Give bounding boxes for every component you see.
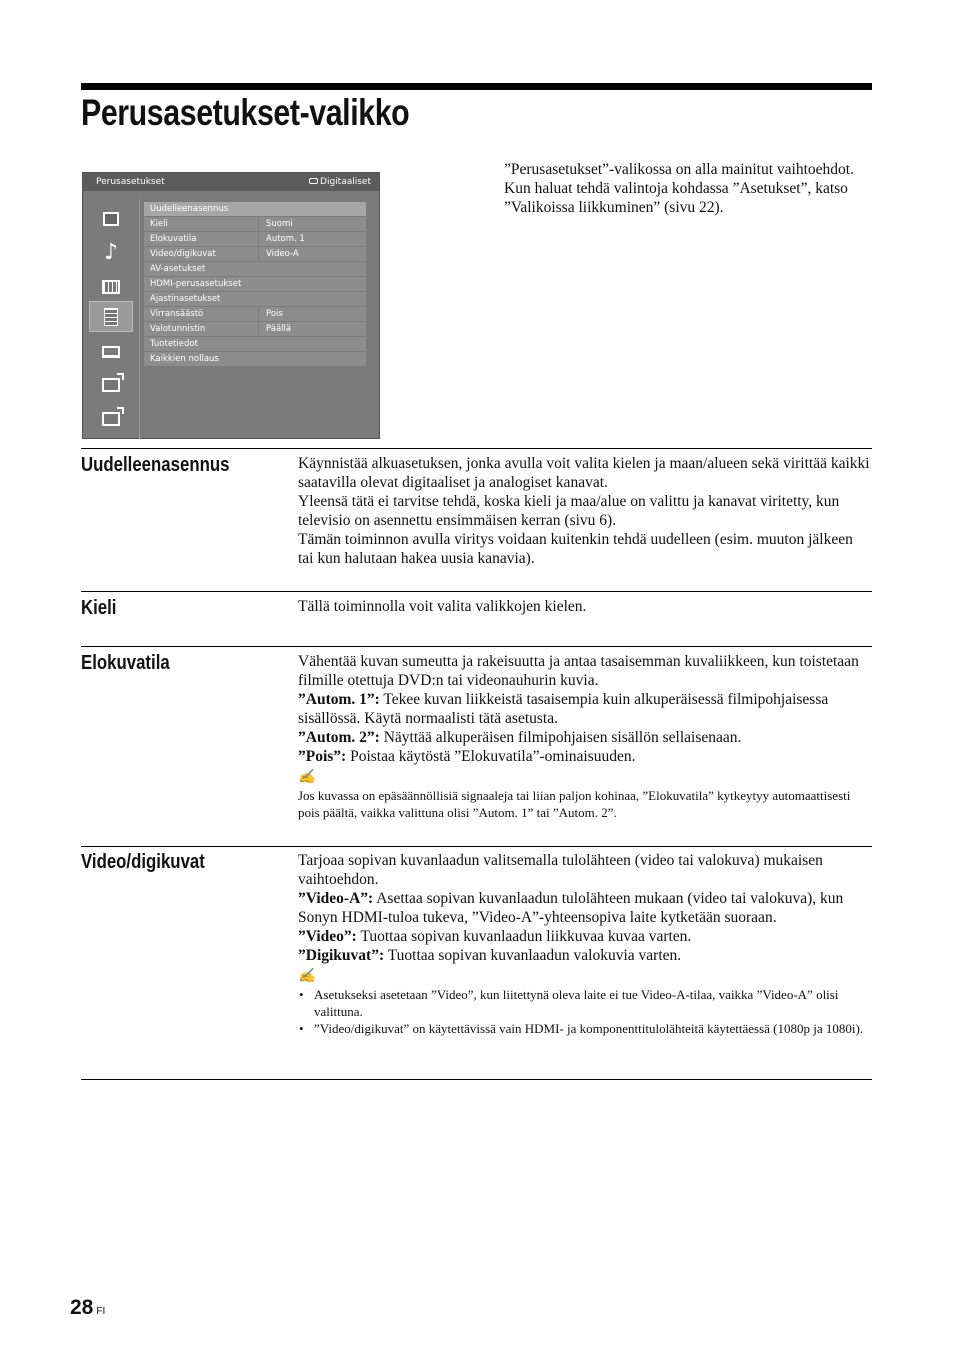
- menu-item-label: Ajastinasetukset: [144, 292, 366, 307]
- menu-item[interactable]: [144, 232, 366, 247]
- option-photo: [298, 946, 872, 965]
- menu-item-value: Suomi: [259, 217, 366, 232]
- menu-item[interactable]: [144, 292, 366, 307]
- digital-channel-icon[interactable]: [89, 403, 133, 434]
- menu-header-source-label: Digitaaliset: [320, 177, 371, 187]
- section-divider: [81, 846, 872, 847]
- section-divider: [81, 448, 872, 449]
- menu-item[interactable]: [144, 337, 366, 352]
- picture-icon[interactable]: [89, 203, 133, 234]
- section-divider: [81, 1079, 872, 1080]
- option-text: Tuottaa sopivan kuvanlaadun liikkuvaa kuvaa varten.: [356, 928, 692, 945]
- menu-item-label: Kieli: [144, 217, 258, 232]
- page-number: [70, 1296, 105, 1320]
- menu-item[interactable]: [144, 352, 366, 367]
- page-title: Perusasetukset-valikko: [81, 92, 410, 133]
- sound-icon[interactable]: ♪: [103, 239, 119, 265]
- paragraph: Tämän toiminnon avulla viritys voidaan kuitenkin tehdä uudelleen (esim. muuton jälkeen tai kun halutaan hakea uusia kanavia).: [298, 531, 853, 567]
- menu-header-title: Perusasetukset: [96, 177, 165, 187]
- page-number-value: 28: [70, 1296, 94, 1319]
- menu-item-label: Uudelleenasennus: [144, 202, 366, 217]
- paragraph: Vähentää kuvan sumeutta ja rakeisuutta ja antaa tasaisemman kuvaliikkeen, kun toistetaan filmille otettuja DVD:n tai videonauhurin kuvia.: [298, 653, 859, 689]
- menu-item-value: Autom. 1: [259, 232, 366, 247]
- section-title-cinemotion: Elokuvatila: [81, 652, 170, 674]
- section-body-video-photo: [298, 851, 872, 1037]
- title-rule: [81, 83, 872, 90]
- option-text: Tuottaa sopivan kuvanlaadun valokuvia varten.: [384, 947, 682, 964]
- menu-item[interactable]: [144, 247, 366, 262]
- option-label: ”Pois”:: [298, 748, 347, 765]
- note-list: [298, 986, 872, 1037]
- menu-item[interactable]: [144, 202, 366, 217]
- menu-item-value: Päällä: [259, 322, 366, 337]
- menu-list: [144, 202, 366, 367]
- menu-item-label: Valotunnistin: [144, 322, 258, 337]
- option-video: [298, 927, 872, 946]
- menu-item-label: Tuotetiedot: [144, 337, 366, 352]
- paragraph: Tällä toiminnolla voit valita valikkojen kielen.: [298, 598, 587, 615]
- option-label: ”Video”:: [298, 928, 357, 945]
- section-body-cinemotion: [298, 652, 872, 821]
- section-title-language: Kieli: [81, 597, 117, 619]
- section-divider: [81, 591, 872, 592]
- paragraph: Käynnistää alkuasetuksen, jonka avulla voit valita kielen ja maan/alueen sekä virittää kaikki saatavilla olevat digitaaliset ja analogiset kanavat.: [298, 455, 870, 491]
- menu-item-label: Virransäästö: [144, 307, 258, 322]
- option-text: Näyttää alkuperäisen filmipohjaisen sisällön sellaisenaan.: [379, 729, 742, 746]
- note-pencil-icon: ✍: [298, 969, 316, 984]
- pc-icon[interactable]: [89, 336, 133, 367]
- section-divider: [81, 646, 872, 647]
- menu-item[interactable]: [144, 262, 366, 277]
- setup-icon[interactable]: [89, 301, 133, 332]
- paragraph: Tarjoaa sopivan kuvanlaadun valitsemalla tulolähteen (video tai valokuva) mukaisen vaihtoehdon.: [298, 852, 823, 888]
- menu-item-value: Video-A: [259, 247, 366, 262]
- option-auto2: [298, 728, 872, 747]
- menu-screenshot: [82, 172, 380, 439]
- option-text: Tekee kuvan liikkeistä tasaisempia kuin alkuperäisessä filmipohjaisessa sisällössä. Käytä normaalisti tätä asetusta.: [298, 691, 829, 727]
- menu-item[interactable]: [144, 307, 366, 322]
- menu-header-source: [309, 177, 371, 187]
- analog-channel-icon[interactable]: [89, 369, 133, 400]
- option-video-a: [298, 889, 872, 927]
- menu-item-value: Pois: [259, 307, 366, 322]
- note-bullet: • Asetukseksi asetetaan ”Video”, kun liitettynä oleva laite ei tue Video-A-tilaa, vaikka ”Video-A” olisi valittuna.: [298, 986, 872, 1020]
- digital-source-icon: [309, 178, 318, 184]
- menu-header: [83, 173, 379, 191]
- menu-item[interactable]: [144, 217, 366, 232]
- option-off: [298, 747, 872, 766]
- menu-item[interactable]: [144, 277, 366, 292]
- menu-item-label: Elokuvatila: [144, 232, 258, 247]
- note-bullet: • ”Video/digikuvat” on käytettävissä vain HDMI- ja komponenttitulolähteitä käytettäessä (1080p ja 1080i).: [298, 1020, 872, 1037]
- option-label: ”Autom. 2”:: [298, 729, 380, 746]
- section-title-video-photo: Video/digikuvat: [81, 851, 205, 873]
- menu-divider: [139, 199, 140, 439]
- paragraph: Yleensä tätä ei tarvitse tehdä, koska kieli ja maa/alue on valittu ja kanavat viritetty, kun televisio on asennettu ensimmäisen kerran (sivu 6).: [298, 493, 840, 529]
- menu-item-label: Video/digikuvat: [144, 247, 258, 262]
- page-language: FI: [96, 1306, 106, 1317]
- menu-item-label: Kaikkien nollaus: [144, 352, 366, 367]
- note-pencil-icon: ✍: [298, 770, 316, 785]
- section-title-reinstall: Uudelleenasennus: [81, 454, 230, 476]
- option-text: Asettaa sopivan kuvanlaadun tulolähteen mukaan (video tai valokuva), kun Sonyn HDMI-tuloa tukeva, ”Video-A”-yhteensopiva laite kytketään suoraan.: [298, 890, 844, 926]
- menu-item-label: AV-asetukset: [144, 262, 366, 277]
- menu-icon-column: [83, 199, 139, 439]
- option-label: ”Autom. 1”:: [298, 691, 380, 708]
- screen-icon[interactable]: [89, 271, 133, 302]
- menu-item-label: HDMI-perusasetukset: [144, 277, 366, 292]
- option-auto1: [298, 690, 872, 728]
- intro-text: ”Perusasetukset”-valikossa on alla mainitut vaihtoehdot. Kun haluat tehdä valintoja kohdassa ”Asetukset”, katso ”Valikoissa liikkuminen” (sivu 22).: [504, 161, 854, 216]
- note-text: Jos kuvassa on epäsäännöllisiä signaaleja tai liian paljon kohinaa, ”Elokuvatila” kytkeytyy automaattisesti pois päältä, vaikka valittuna olisi ”Autom. 1” tai ”Autom. 2”.: [298, 788, 851, 820]
- option-label: ”Digikuvat”:: [298, 947, 385, 964]
- menu-item[interactable]: [144, 322, 366, 337]
- section-body-language: [298, 597, 872, 616]
- option-label: ”Video-A”:: [298, 890, 374, 907]
- section-body-reinstall: [298, 454, 872, 568]
- option-text: Poistaa käytöstä ”Elokuvatila”-ominaisuuden.: [346, 748, 636, 765]
